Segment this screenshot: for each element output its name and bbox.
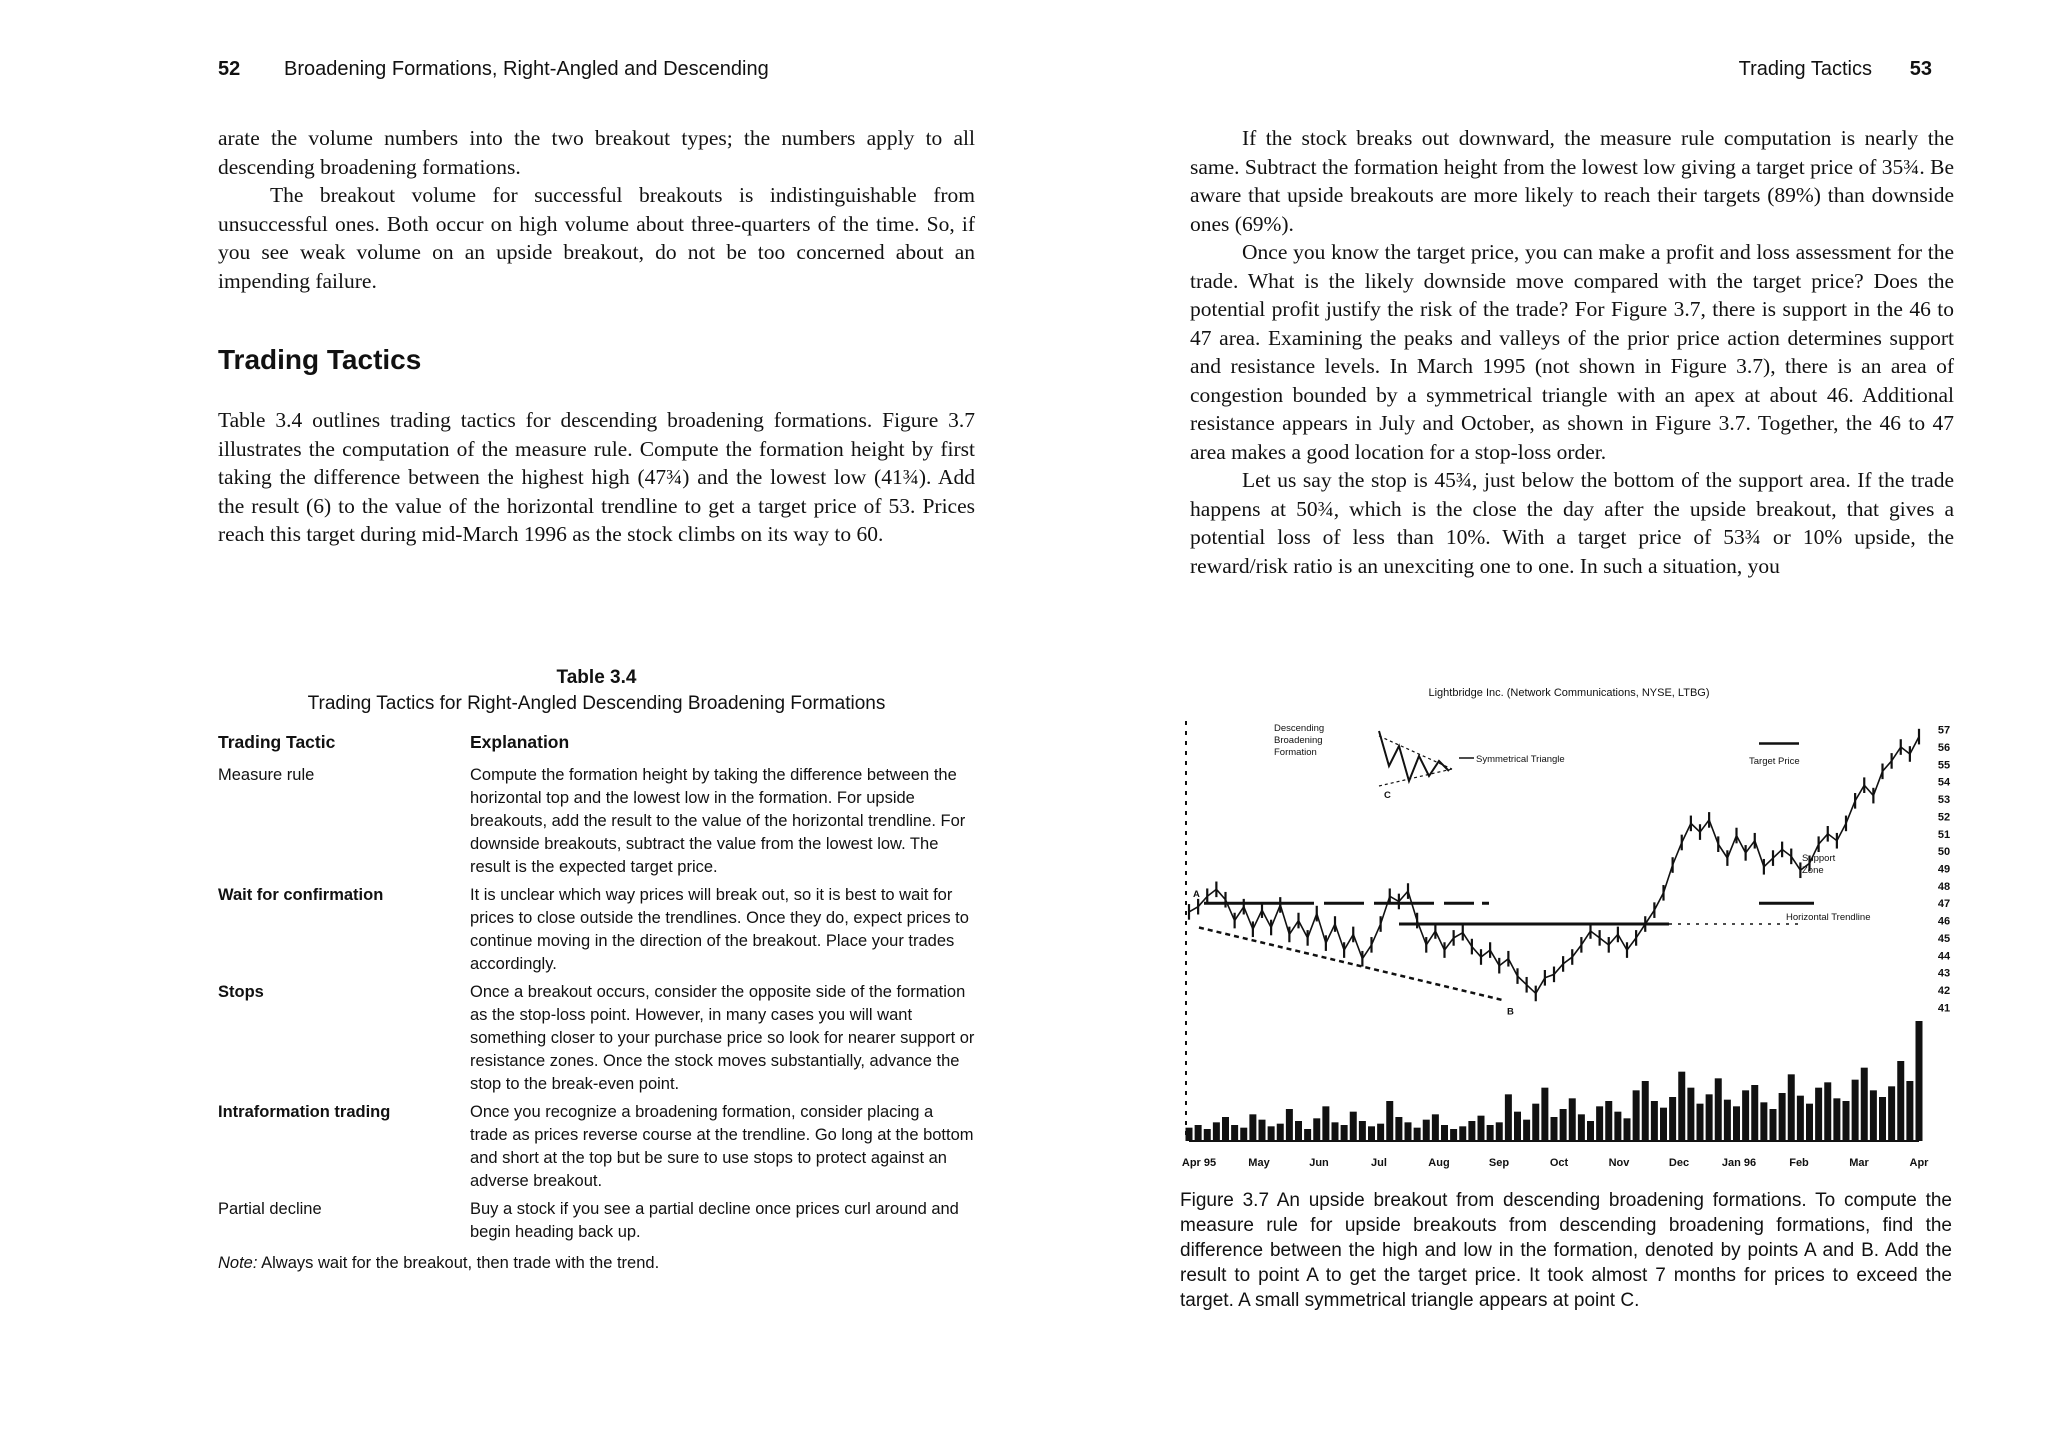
volume-bar <box>1660 1108 1667 1141</box>
volume-bar <box>1614 1112 1621 1141</box>
volume-bar <box>1395 1117 1402 1141</box>
volume-bar <box>1916 1021 1923 1141</box>
inset-triangle-series <box>1379 731 1449 781</box>
volume-bar <box>1733 1106 1740 1141</box>
inset-triangle-lower <box>1379 769 1452 786</box>
x-tick-label: Apr 95 <box>1181 1157 1217 1169</box>
y-tick-label: 46 <box>1937 915 1951 928</box>
chart-title: Lightbridge Inc. (Network Communications, NYSE, LTBG) <box>1428 687 1710 699</box>
volume-bar <box>1551 1117 1558 1141</box>
volume-bar <box>1560 1109 1567 1141</box>
table-row <box>218 764 975 879</box>
y-tick-label: 51 <box>1937 828 1951 841</box>
volume-bar <box>1423 1120 1430 1141</box>
volume-bar <box>1824 1082 1831 1141</box>
annotation-horizontal-trendline: Horizontal Trendline <box>1786 912 1871 923</box>
volume-bar <box>1295 1121 1302 1141</box>
figure-chart <box>1174 676 1964 1176</box>
tactic-cell: Wait for confirmation <box>218 886 384 904</box>
volume-bar <box>1268 1126 1275 1141</box>
volume-bar <box>1669 1097 1676 1141</box>
volume-bar <box>1779 1093 1786 1141</box>
volume-bar <box>1897 1061 1904 1141</box>
y-tick-label: 45 <box>1937 932 1951 945</box>
section-heading: Trading Tactics <box>218 344 422 375</box>
volume-bar <box>1651 1101 1658 1141</box>
table-row <box>218 1198 975 1244</box>
volume-bar <box>1633 1090 1640 1141</box>
volume-bar <box>1240 1128 1247 1141</box>
note-label: Note: <box>218 1254 258 1272</box>
volume-bar <box>1605 1101 1612 1141</box>
volume-bar <box>1569 1098 1576 1141</box>
volume-bar <box>1906 1081 1913 1141</box>
y-tick-label: 42 <box>1937 984 1951 997</box>
volume-bar <box>1286 1109 1293 1141</box>
volume-bar <box>1870 1090 1877 1141</box>
volume-bar <box>1249 1114 1256 1141</box>
explanation-cell: It is unclear which way prices will break out, so it is best to wait for prices to close outside the trendlines. Once they do, expect prices to continue moving in the direction of the breakout. Place your trades accordingly. <box>470 886 969 973</box>
volume-bar <box>1405 1122 1412 1141</box>
tactic-cell: Intraformation trading <box>218 1103 391 1121</box>
annotation-symmetrical-triangle: Symmetrical Triangle <box>1476 754 1565 765</box>
volume-bar <box>1459 1126 1466 1141</box>
x-tick-label: Jan 96 <box>1721 1157 1757 1169</box>
paragraph: arate the volume numbers into the two breakout types; the numbers apply to all descending broadening formations. <box>218 126 975 179</box>
volume-bar <box>1532 1104 1539 1141</box>
column-header: Trading Tactic <box>218 732 336 752</box>
paragraph: Let us say the stop is 45¾, just below the bottom of the support area. If the trade happens at 50¾, which is the close the day after the upside breakout, that gives a potential loss of less than 10%. With a target price of 53¾ or 10% upside, the reward/risk ratio is an unexciting one to one. In such a situation, you <box>1190 468 1954 578</box>
point-label-a: A <box>1193 889 1200 901</box>
volume-bar <box>1313 1118 1320 1141</box>
volume-bar <box>1815 1088 1822 1141</box>
y-tick-label: 55 <box>1937 759 1951 772</box>
volume-bar <box>1386 1101 1393 1141</box>
volume-bar <box>1742 1090 1749 1141</box>
table-row <box>218 1101 975 1193</box>
volume-bar <box>1760 1102 1767 1141</box>
volume-bar <box>1587 1121 1594 1141</box>
table-header-row <box>218 732 975 764</box>
running-head-title: Broadening Formations, Right-Angled and Descending <box>284 58 769 80</box>
x-tick-label: Nov <box>1608 1157 1630 1169</box>
volume-bar <box>1879 1097 1886 1141</box>
volume-bar <box>1852 1080 1859 1141</box>
volume-bar <box>1496 1122 1503 1141</box>
volume-bar <box>1186 1128 1193 1141</box>
paragraph: If the stock breaks out downward, the measure rule computation is nearly the same. Subtract the formation height from the lowest low giving a target price of 35¾. Be aware that upside breakouts are more likely to reach their targets (89%) than downside ones (69%). <box>1190 126 1954 236</box>
explanation-cell: Once a breakout occurs, consider the opposite side of the formation as the stop-loss point. However, in many cases you will want something closer to your purchase price so look for nearer support or resistance zones. Once the stock moves substantially, advance the stop to the break-even point. <box>470 983 975 1093</box>
volume-bar <box>1624 1118 1631 1141</box>
volume-bar <box>1505 1094 1512 1141</box>
annotation-support-zone-line: Support <box>1802 853 1836 864</box>
x-tick-label: Aug <box>1428 1157 1450 1169</box>
volume-bar <box>1231 1125 1238 1141</box>
volume-bar <box>1706 1094 1713 1141</box>
volume-bar <box>1304 1129 1311 1141</box>
annotation-target-price: Target Price <box>1749 756 1800 767</box>
y-tick-label: 41 <box>1937 1002 1951 1015</box>
x-tick-label: Oct <box>1549 1157 1569 1169</box>
tactic-cell: Partial decline <box>218 1200 322 1218</box>
volume-bar <box>1514 1112 1521 1141</box>
volume-bar <box>1222 1117 1229 1141</box>
y-tick-label: 48 <box>1937 880 1951 893</box>
volume-bar <box>1751 1085 1758 1141</box>
paragraph: Once you know the target price, you can make a profit and loss assessment for the trade. What is the likely downside move compared with the target price? Does the potential profit justify the risk of the trade? For Figure 3.7, there is support in the 46 to 47 area. Examining the peaks and valleys of the prior price action determines support and resistance levels. In March 1995 (not shown in Figure 3.7), there is an area of congestion bounded by a symmetrical triangle with an apex at about 46. Additional resistance appears in July and October, as shown in Figure 3.7. Together, the 46 to 47 area makes a good location for a stop-loss order. <box>1190 240 1954 464</box>
table-label: Table 3.4 <box>556 667 637 688</box>
volume-bar <box>1687 1088 1694 1141</box>
page-number: 53 <box>1909 58 1932 80</box>
table-note <box>218 1252 975 1275</box>
table-caption <box>218 665 975 717</box>
volume-bar <box>1195 1125 1202 1141</box>
x-tick-label: May <box>1248 1157 1270 1169</box>
body-text-mid <box>218 406 975 549</box>
volume-bar <box>1888 1086 1895 1141</box>
right-page <box>1024 0 2048 1448</box>
volume-bar <box>1806 1104 1813 1141</box>
x-tick-label: Sep <box>1488 1157 1510 1169</box>
y-tick-label: 54 <box>1937 776 1951 789</box>
y-tick-label: 47 <box>1937 898 1951 911</box>
volume-bar <box>1797 1096 1804 1141</box>
volume-bar <box>1487 1125 1494 1141</box>
volume-bar <box>1277 1124 1284 1141</box>
explanation-cell: Once you recognize a broadening formation, consider placing a trade as prices reverse course at the trendline. Go long at the bottom and short at the top but be sure to use stops to protect against an adverse breakout. <box>470 1103 974 1190</box>
volume-bar <box>1596 1106 1603 1141</box>
y-tick-label: 49 <box>1937 863 1951 876</box>
volume-bar <box>1259 1120 1266 1141</box>
y-tick-label: 52 <box>1937 811 1951 824</box>
volume-bar <box>1377 1124 1384 1141</box>
volume-bar <box>1350 1112 1357 1141</box>
stock-chart-svg <box>1174 676 1964 1176</box>
paragraph: Table 3.4 outlines trading tactics for descending broadening formations. Figure 3.7 illustrates the computation of the measure rule. Compute the formation height by first taking the difference between the highest high (47¾) and the lowest low (41¾). Add the result (6) to the value of the horizontal trendline to get a target price of 53. Prices reach this target during mid-March 1996 as the stock climbs on its way to 60. <box>218 408 975 546</box>
volume-bar <box>1468 1121 1475 1141</box>
volume-bar <box>1724 1100 1731 1141</box>
x-tick-label: Jul <box>1371 1157 1387 1169</box>
annotation-support-zone-line: Zone <box>1802 865 1824 876</box>
volume-bar <box>1450 1129 1457 1141</box>
point-label-b: B <box>1507 1006 1514 1018</box>
volume-bar <box>1213 1122 1220 1141</box>
volume-bar <box>1414 1128 1421 1141</box>
volume-bar <box>1541 1088 1548 1141</box>
body-text-top <box>218 124 975 295</box>
volume-bar <box>1697 1104 1704 1141</box>
body-text-right <box>1190 124 1954 580</box>
annotation-dbf-line: Descending <box>1274 723 1325 734</box>
x-tick-label: Apr <box>1909 1157 1929 1169</box>
table-row <box>218 884 975 976</box>
volume-bar <box>1715 1078 1722 1141</box>
volume-bar <box>1843 1101 1850 1141</box>
paragraph: The breakout volume for successful breakouts is indistinguishable from unsuccessful ones. Both occur on high volume about three-quarters of the time. So, if you see weak volume on an upside breakout, do not be too concerned about an impending failure. <box>218 183 975 293</box>
page-number: 52 <box>218 58 241 80</box>
y-tick-label: 44 <box>1937 950 1951 963</box>
volume-bar <box>1833 1098 1840 1141</box>
table-row <box>218 981 975 1096</box>
volume-bar <box>1322 1106 1329 1141</box>
volume-bar <box>1332 1122 1339 1141</box>
annotation-dbf-line: Broadening <box>1274 735 1323 746</box>
volume-bar <box>1788 1074 1795 1141</box>
volume-bar <box>1432 1114 1439 1141</box>
tactics-table <box>218 732 975 1275</box>
explanation-cell: Compute the formation height by taking the difference between the horizontal top and the lowest low in the formation. For upside breakouts, add the result to the value of the horizontal trendline. For downside breakouts, subtract the value from the lowest low. The result is the expected target price. <box>470 766 966 876</box>
x-tick-label: Mar <box>1849 1157 1869 1169</box>
volume-bar <box>1678 1072 1685 1141</box>
x-tick-label: Feb <box>1789 1157 1809 1169</box>
volume-bar <box>1578 1114 1585 1141</box>
volume-bar <box>1861 1068 1868 1141</box>
volume-bar <box>1441 1125 1448 1141</box>
figure-caption: Figure 3.7 An upside breakout from descending broadening formations. To compute the measure rule for upside breakouts from descending broadening formations, find the difference between the high and low in the formation, denoted by points A and B. Add the result to point A to get the target price. It took almost 7 months for prices to exceed the target. A small symmetrical triangle appears at point C. <box>1180 1190 1952 1311</box>
y-tick-label: 43 <box>1937 967 1951 980</box>
volume-bar <box>1478 1116 1485 1141</box>
tactic-cell: Stops <box>218 983 264 1001</box>
column-header: Explanation <box>470 732 570 752</box>
note-text: Always wait for the breakout, then trade with the trend. <box>257 1254 660 1272</box>
volume-bar <box>1523 1120 1530 1141</box>
point-label-c: C <box>1384 790 1391 801</box>
volume-bar <box>1642 1081 1649 1141</box>
x-tick-label: Dec <box>1668 1157 1690 1169</box>
annotation-dbf-line: Formation <box>1274 747 1317 758</box>
volume-bar <box>1204 1129 1211 1141</box>
volume-bar <box>1341 1125 1348 1141</box>
y-tick-label: 56 <box>1937 742 1951 755</box>
tactic-cell: Measure rule <box>218 766 315 784</box>
y-tick-label: 57 <box>1937 724 1951 737</box>
x-tick-label: Jun <box>1309 1157 1329 1169</box>
volume-bar <box>1359 1121 1366 1141</box>
explanation-cell: Buy a stock if you see a partial decline once prices curl around and begin heading back up. <box>470 1200 959 1241</box>
table-title: Trading Tactics for Right-Angled Descending Broadening Formations <box>307 693 886 714</box>
volume-bar <box>1770 1109 1777 1141</box>
volume-bar <box>1368 1126 1375 1141</box>
y-tick-label: 50 <box>1937 846 1951 859</box>
running-head-title: Trading Tactics <box>1738 58 1872 80</box>
y-tick-label: 53 <box>1937 794 1951 807</box>
